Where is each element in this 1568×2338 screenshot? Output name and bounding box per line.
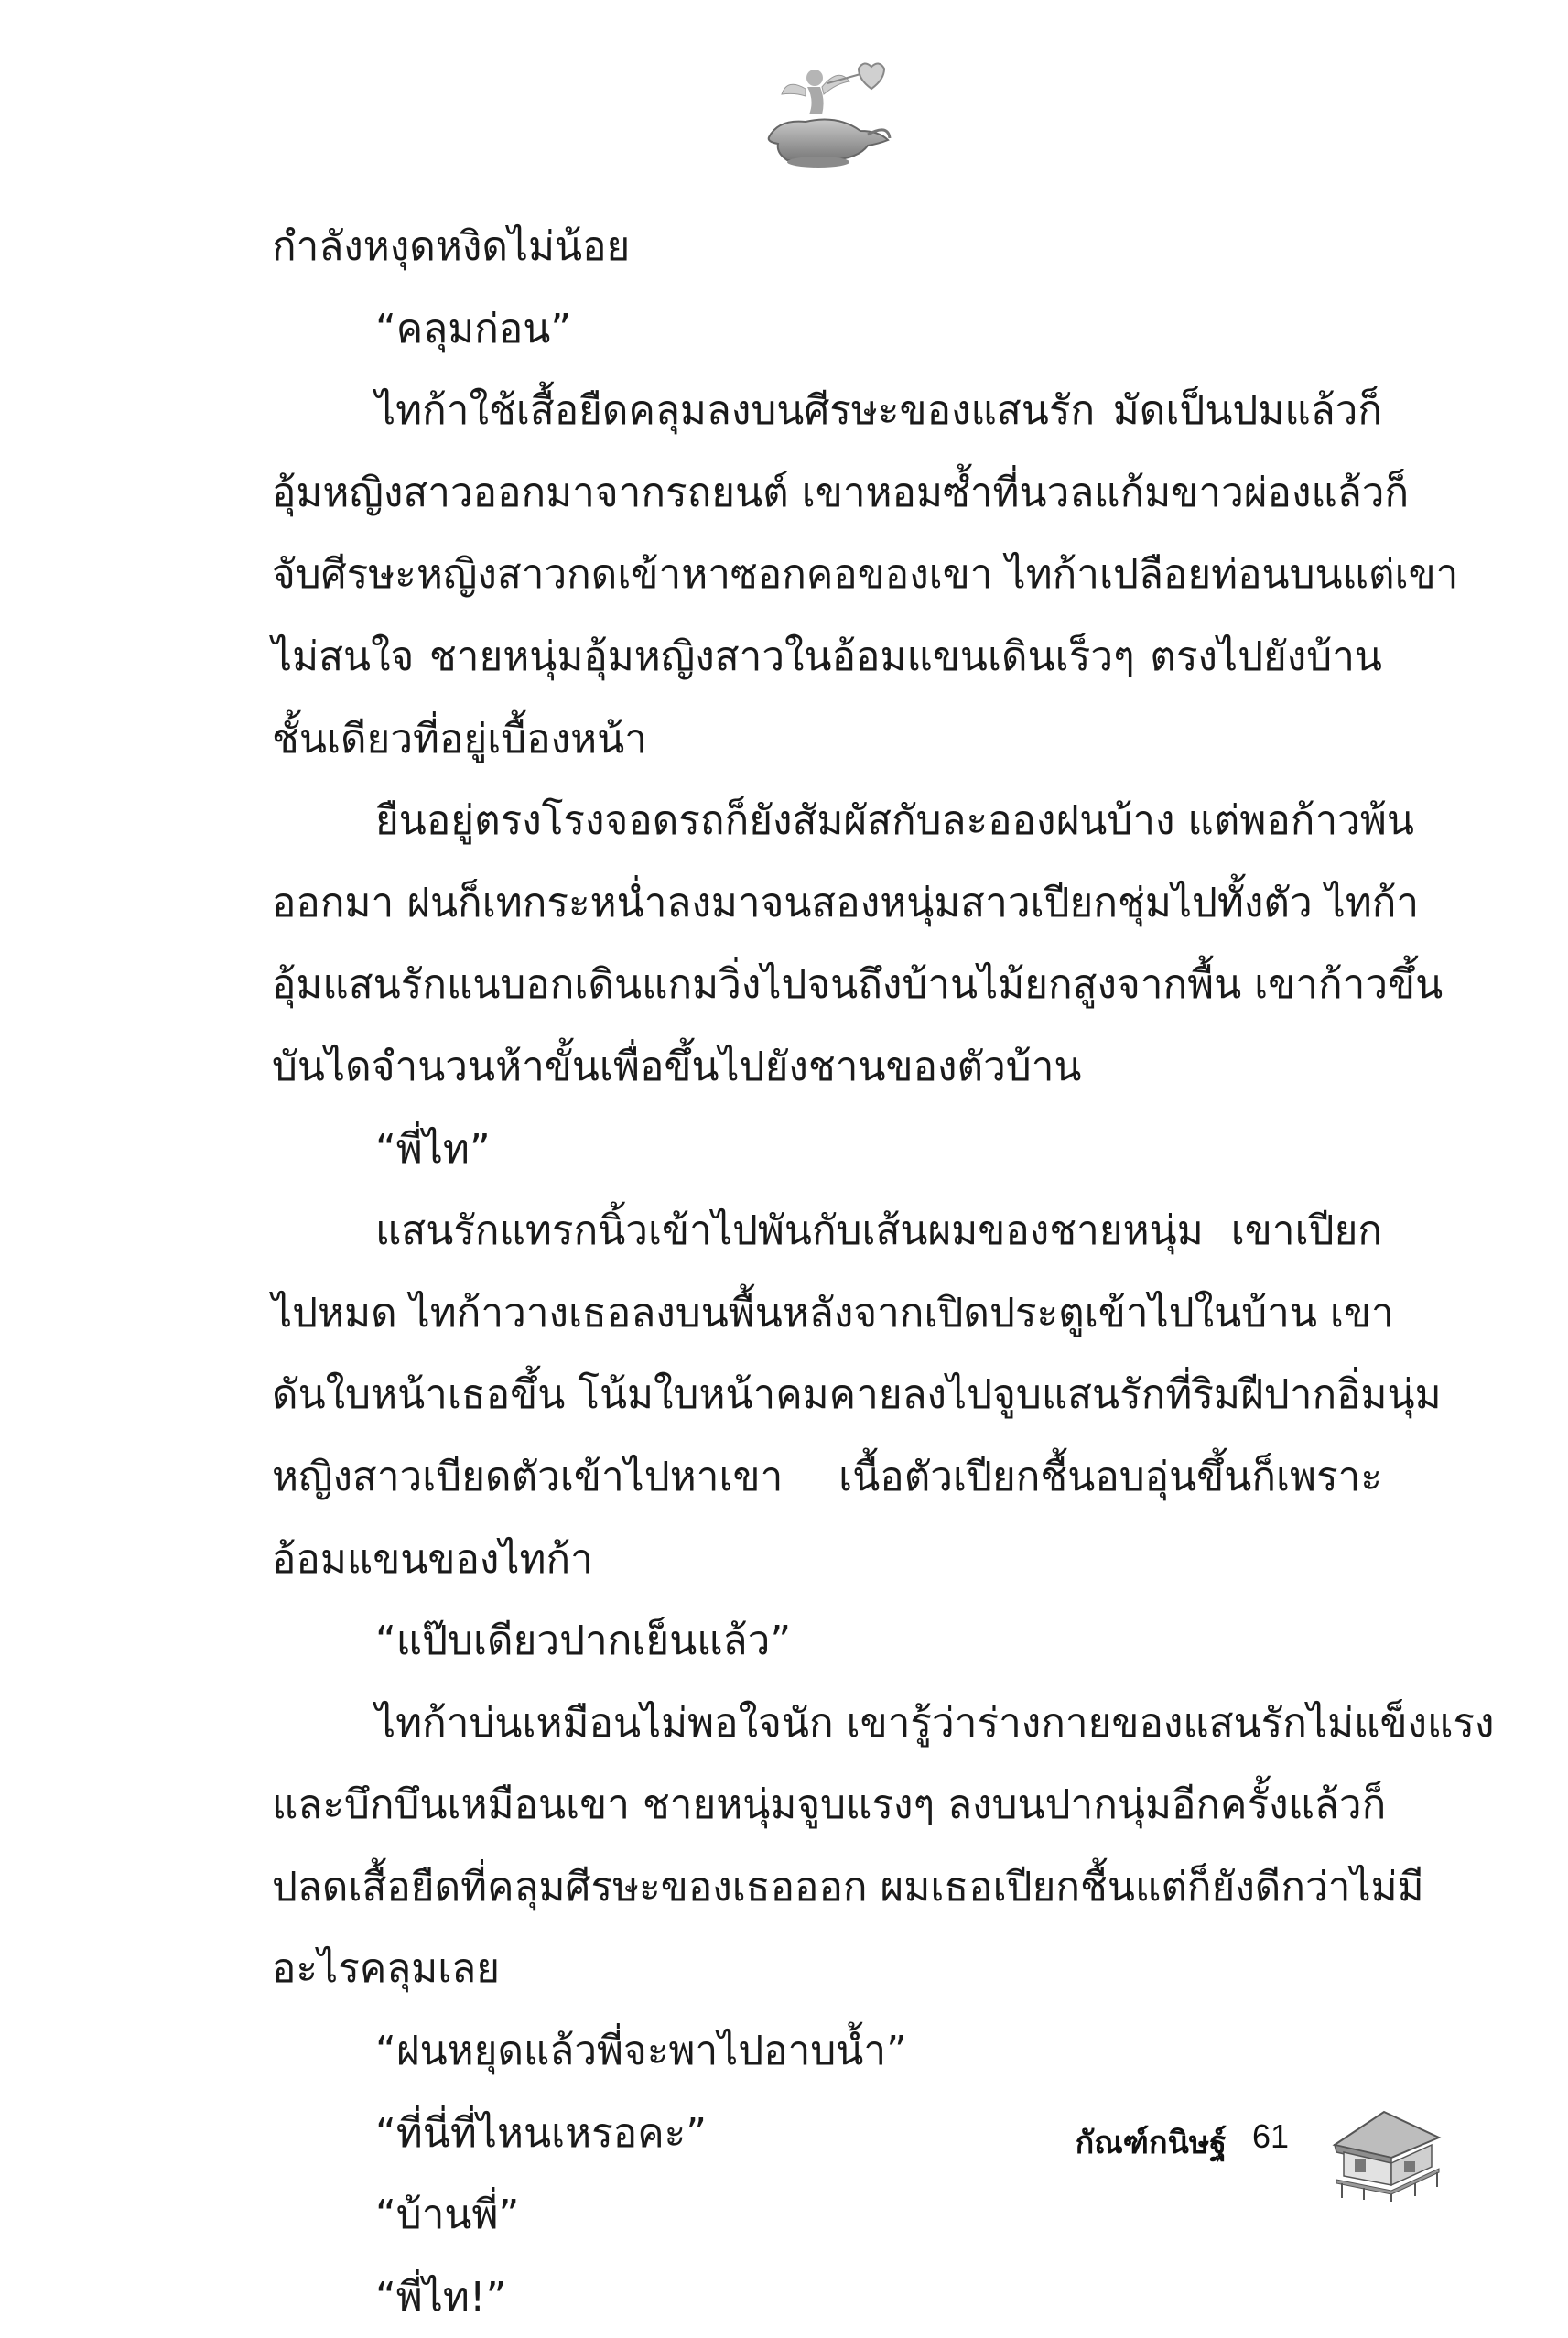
dialogue-line: “บ้านพี่” <box>375 2192 520 2239</box>
house-on-stilts-icon <box>1327 2101 1446 2202</box>
text-line: ชั้นเดียวที่อยู่เบื้องหน้า <box>272 715 647 763</box>
page-number: 61 <box>1252 2117 1290 2155</box>
cupid-teapot-ornament-icon <box>751 50 897 179</box>
dialogue-line: “คลุมก่อน” <box>375 305 572 352</box>
text-line: ออกมา ฝนก็เทกระหน่ำลงมาจนสองหนุ่มสาวเปียกชุ่มไปทั้งตัว ไทก้า <box>272 879 1420 926</box>
text-line: ยืนอยู่ตรงโรงจอดรถก็ยังสัมผัสกับละอองฝนบ้าง แต่พอก้าวพ้น <box>375 797 1414 845</box>
text-line: อะไรคลุมเลย <box>272 1945 501 1993</box>
text-line: แสนรักแทรกนิ้วเข้าไปพันกับเส้นผมของชายหนุ่ม เขาเปียก <box>375 1207 1382 1255</box>
text-line: ดันใบหน้าเธอขึ้น โน้มใบหน้าคมคายลงไปจูบแสนรักที่ริมฝีปากอิ่มนุ่ม <box>272 1371 1442 1419</box>
dialogue-line: “พี่ไท” <box>375 1125 491 1173</box>
dialogue-line: “ฝนหยุดแล้วพี่จะพาไปอาบน้ำ” <box>375 2028 907 2075</box>
text-line: อุ้มหญิงสาวออกมาจากรถยนต์ เขาหอมซ้ำที่นวลแก้มขาวผ่องแล้วก็ <box>272 469 1410 516</box>
text-line: ปลดเสื้อยืดที่คลุมศีรษะของเธอออก ผมเธอเปียกชื้นแต่ก็ยังดีกว่าไม่มี <box>272 1863 1424 1910</box>
book-title: กัณฑ์กนิษฐ์ <box>1075 2125 1227 2161</box>
text-line: หญิงสาวเบียดตัวเข้าไปหาเขา เนื้อตัวเปียกชื้นอบอุ่นขึ้นก็เพราะ <box>272 1453 1382 1500</box>
dialogue-line: “ที่นี่ที่ไหนเหรอคะ” <box>375 2109 708 2157</box>
text-line: กำลังหงุดหงิดไม่น้อย <box>272 223 631 270</box>
page-footer <box>1053 2101 1510 2211</box>
text-line: ไปหมด ไทก้าวางเธอลงบนพื้นหลังจากเปิดประตูเข้าไปในบ้าน เขา <box>272 1289 1394 1337</box>
text-line: อุ้มแสนรักแนบอกเดินแกมวิ่งไปจนถึงบ้านไม้ยกสูงจากพื้น เขาก้าวขึ้น <box>272 961 1444 1009</box>
dialogue-line: “แป๊บเดียวปากเย็นแล้ว” <box>375 1618 792 1665</box>
text-line: และบึกบึนเหมือนเขา ชายหนุ่มจูบแรงๆ ลงบนปากนุ่มอีกครั้งแล้วก็ <box>272 1781 1387 1829</box>
text-line: บันไดจำนวนห้าขั้นเพื่อขึ้นไปยังชานของตัวบ้าน <box>272 1043 1082 1090</box>
text-line: ไทก้าบ่นเหมือนไม่พอใจนัก เขารู้ว่าร่างกายของแสนรักไม่แข็งแรง <box>375 1699 1495 1747</box>
text-line: ไทก้าใช้เสื้อยืดคลุมลงบนศีรษะของแสนรัก มัดเป็นปมแล้วก็ <box>375 387 1382 435</box>
text-line: อ้อมแขนของไทก้า <box>272 1535 593 1583</box>
dialogue-line: “พี่ไท!” <box>375 2273 507 2321</box>
page-body <box>272 206 1495 2338</box>
text-line: จับศีรษะหญิงสาวกดเข้าหาซอกคอของเขา ไทก้าเปลือยท่อนบนแต่เขา <box>272 551 1459 599</box>
text-line: ไม่สนใจ ชายหนุ่มอุ้มหญิงสาวในอ้อมแขนเดินเร็วๆ ตรงไปยังบ้าน <box>272 633 1382 680</box>
